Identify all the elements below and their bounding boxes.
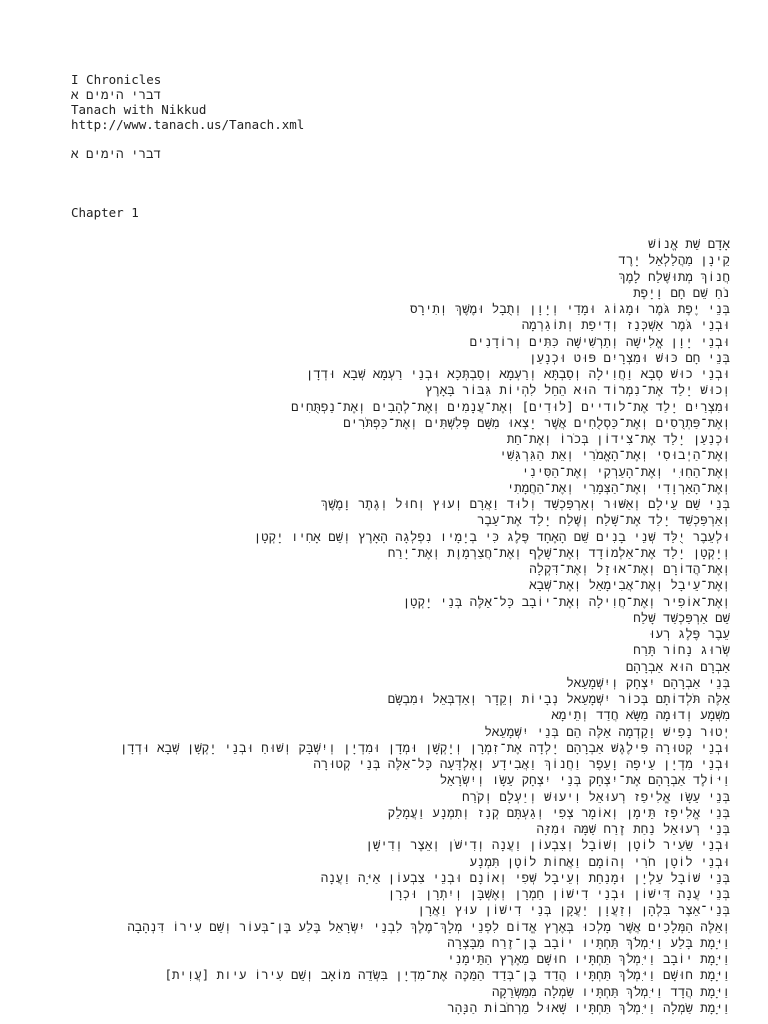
verse-line: וַיָּמָת הֲדָד וַיִּמְלֹךְ תַּחְתָּיו שַׂמְלָה מִמַּשְׂרֵקָה [491,983,730,999]
verse-line: וְאֶת־אוֹפִיר וְאֶת־חֲוִילָה וְאֶת־יוֹבָב כָּל־אֵלֶּה בְּנֵי יָקְטָן [402,593,730,609]
verse-line: וְאֶת־פַּתְרֻסִים וְאֶת־כַּסְלֻחִים אֲשֶׁר יָצְאוּ מִשָּׁם פְּלִשְׁתִּים וְאֶת־כַּפְתֹּרִים [343,414,730,430]
verse-line: וּמִצְרַיִם יָלַד אֶת־לודיים [לוּדִים] וְאֶת־עֲנָמִים וְאֶת־לְהָבִים וְאֶת־נַפְתֻּחִים [291,398,730,414]
verse-line: וּבְנֵי יָוָן אֱלִישָׁה וְתַרְשִׁישָׁה כִּתִּים וְרוֹדָנִים [469,333,730,349]
verse-line: בְּנֵי עֵשָׂו אֱלִיפַז רְעוּאֵל וִיעוּשׁ וְיַעְלָם וְקֹרַח [462,788,730,804]
verse-line: וּבְנֵי קְטוּרָה פִּילֶגֶשׁ אַבְרָהָם יָלְדָה אֶת־זִמְרָן וְיָקְשָׁן וּמְדָן וּמִדְיָן וְיִשְׁבָּק וְשׁוּחַ וּבְנֵי יָקְשָׁן שְׁבָא וּדְדָן [119,739,730,755]
verse-line: שֵׁם אַרְפַּכְשַׁד שָׁלַח [633,609,730,625]
verse-line: וּבְנֵי לוֹטָן חֹרִי וְהוֹמָם וַאֲחוֹת לוֹטָן תִּמְנָע [469,853,730,869]
verse-line: וְאֶת־עֵיבָל וְאֶת־אֲבִימָאֵל וְאֶת־שְׁבָא [529,577,730,593]
verse-line: עֵבֶר פֶּלֶג רְעוּ [648,626,730,641]
verse-line: חֲנוֹךְ מְתוּשֶׁלַח לָמֶךְ [618,268,730,284]
verse-line: בְּנֵי עֲנָה דִּישׁוֹן וּבְנֵי דִישׁוֹן חַמְרָן וְאֶשְׁבָּן וְיִתְרָן וּכְרָן [387,886,730,901]
document-header [71,72,711,132]
verse-line: וּכְנַעַן יָלַד אֶת־צִידוֹן בְּכֹרוֹ וְאֶת־חֵת [506,431,730,446]
verse-line: בְּנֵי רְעוּאֵל נַחַת זֶרַח שַׁמָּה וּמִזָּה [536,821,730,836]
book-title-hebrew: דברי הימים א [71,146,162,161]
verse-line: בְּנֵי שֵׁם עֵילָם וְאַשּׁוּר וְאַרְפַּכְשַׁד וְלוּד וַאֲרָם וְעוּץ וְחוּל וְגֶתֶר וָמֶשֶׁךְ [320,496,730,511]
verse-line: וַיּוֹלֶד אַבְרָהָם אֶת־יִצְחָק בְּנֵי יִצְחָק עֵשָׂו וְיִשְׂרָאֵל [439,772,730,788]
verse-line: אֵלֶּה תֹּלְדוֹתָם בְּכוֹר יִשְׁמָעֵאל נְבָיוֹת וְקֵדָר וְאַדְבְּאֵל וּמִבְשָׂם [387,691,730,706]
verse-line: וּבְנֵי מִדְיָן עֵיפָה וָעֵפֶר וַחֲנוֹךְ וַאֲבִידָע וְאֶלְדָּעָה כָּל־אֵלֶּה בְּנֵי קְטוּרָה [313,756,730,771]
verse-line: וַיָּמָת חוּשָׁם וַיִּמְלֹךְ תַּחְתָּיו הֲדַד בֶּן־בְּדַד הַמַּכֶּה אֶת־מִדְיָן בִּשְׂדֵה מוֹאָב וְשֵׁם עִירוֹ עיות [עֲוִית] [164,967,730,983]
verse-line: וְכוּשׁ יָלַד אֶת־נִמְרוֹד הוּא הֵחֵל לִהְיוֹת גִּבּוֹר בָּאָרֶץ [424,382,730,398]
verse-line: נֹחַ שֵׁם חָם וָיָפֶת [633,284,730,300]
verse-line: וַיָּמָת שַׂמְלָה וַיִּמְלֹךְ תַּחְתָּיו שָׁאוּל מֵרְחֹבוֹת הַנָּהָר [447,999,730,1015]
verse-line: וְיָקְטָן יָלַד אֶת־אַלְמוֹדָד וְאֶת־שָׁלֶף וְאֶת־חֲצַרְמָוֶת וְאֶת־יָרַח [387,544,730,560]
header-book-english: I Chronicles [71,72,162,87]
verse-line: וּלְעֵבֶר יֻלַּד שְׁנֵי בָנִים שֵׁם הָאֶחָד פֶּלֶג כִּי בְיָמָיו נִפְלְגָה הָאָרֶץ וְשֵׁם אָחִיו יָקְטָן [253,528,730,544]
verse-line: בְּנֵי שׁוֹבָל עַלְיָן וּמָנַחַת וְעֵיבָל שְׁפִי וְאוֹנָם וּבְנֵי צִבְעוֹן אַיָּה וַעֲנָה [320,869,730,885]
verse-line: קֵינָן מַהֲלַלְאֵל יָרֶד [618,252,730,268]
verse-line: מִשְׁמָע וְדוּמָה מַשָּׂא חֲדַד וְתֵימָא [551,707,730,723]
header-book-hebrew: דברי הימים א [71,87,162,102]
verse-line: שְׂרוּג נָחוֹר תָּרַח [633,642,730,658]
verse-line: בְּנֵי חָם כּוּשׁ וּמִצְרָיִם פּוּט וּכְנָעַן [529,349,730,365]
verse-line: בְּנֵי אַבְרָהָם יִצְחָק וְיִשְׁמָעֵאל [566,674,730,690]
verse-line: וַיָּמָת בָּלַע וַיִּמְלֹךְ תַּחְתָּיו יוֹבָב בֶּן־זֶרַח מִבָּצְרָה [447,934,730,950]
verse-line: בְּנֵי יֶפֶת גֹּמֶר וּמָגוֹג וּמָדַי וְיָוָן וְתֻבָל וּמֶשֶׁךְ וְתִירָס [410,301,730,316]
verse-line: וּבְנֵי כוּשׁ סְבָא וַחֲוִילָה וְסַבְתָּא וְרַעְמָא וְסַבְתְּכָא וּבְנֵי רַעְמָא שְׁבָא וּדְדָן [305,366,730,381]
header-edition: Tanach with Nikkud [71,102,207,117]
verse-line: וּבְנֵי גֹּמֶר אַשְׁכְּנַז וְדִיפַת וְתוֹגַרְמָה [521,317,730,333]
verse-line: וְאַרְפַּכְשַׁד יָלַד אֶת־שָׁלַח וְשֶׁלַח יָלַד אֶת־עֵבֶר [477,512,730,528]
verse-line: וְאֶת־הָאַרְוָדִי וְאֶת־הַצְּמָרִי וְאֶת־הַחֲמָתִי [506,479,730,495]
verse-line: וְאֶת־הַיְבוּסִי וְאֶת־הָאֱמֹרִי וְאֵת הַגִּרְגָּשִׁי [499,447,730,463]
verse-list [40,236,730,1016]
verse-line: אָדָם שֵׁת אֱנוֹשׁ [648,236,730,251]
verse-line: וְאֶת־הֲדוֹרָם וְאֶת־אוּזָל וְאֶת־דִּקְלָה [529,561,730,576]
verse-line: וַיָּמָת יוֹבָב וַיִּמְלֹךְ תַּחְתָּיו חוּשָׁם מֵאֶרֶץ הַתֵּימָנִי [447,951,730,966]
chapter-heading: Chapter 1 [71,205,139,220]
verse-line: יְטוּר נָפִישׁ וָקֵדְמָה אֵלֶּה הֵם בְּנֵי יִשְׁמָעֵאל [484,723,730,739]
verse-line: וְאֵלֶּה הַמְּלָכִים אֲשֶׁר מָלְכוּ בְּאֶרֶץ אֱדוֹם לִפְנֵי מְלָךְ־מֶלֶךְ לִבְנֵי יִשְׂרָאֵל בֶּלַע בֶּן־בְּעוֹר וְשֵׁם עִירוֹ דִּנְהָבָה [127,918,730,934]
verse-line: בְּנֵי־אֵצֶר בִּלְהָן וְזַעֲוָן יַעֲקָן בְּנֵי דִישׁוֹן עוּץ וַאֲרָן [417,902,730,918]
verse-line: וְאֶת־הַחִוִּי וְאֶת־הָעַרְקִי וְאֶת־הַסִּינִי [521,463,730,479]
verse-line: בְּנֵי אֱלִיפָז תֵּימָן וְאוֹמָר צְפִי וְגַעְתָּם קְנַז וְתִמְנָע וַעֲמָלֵק [387,804,730,820]
verse-line: אַבְרָם הוּא אַבְרָהָם [625,658,730,674]
verse-line: וּבְנֵי שֵׂעִיר לוֹטָן וְשׁוֹבָל וְצִבְעוֹן וַעֲנָה וְדִישֹׁן וְאֵצֶר וְדִישָׁן [365,837,730,853]
header-source-url: http://www.tanach.us/Tanach.xml [71,117,305,132]
